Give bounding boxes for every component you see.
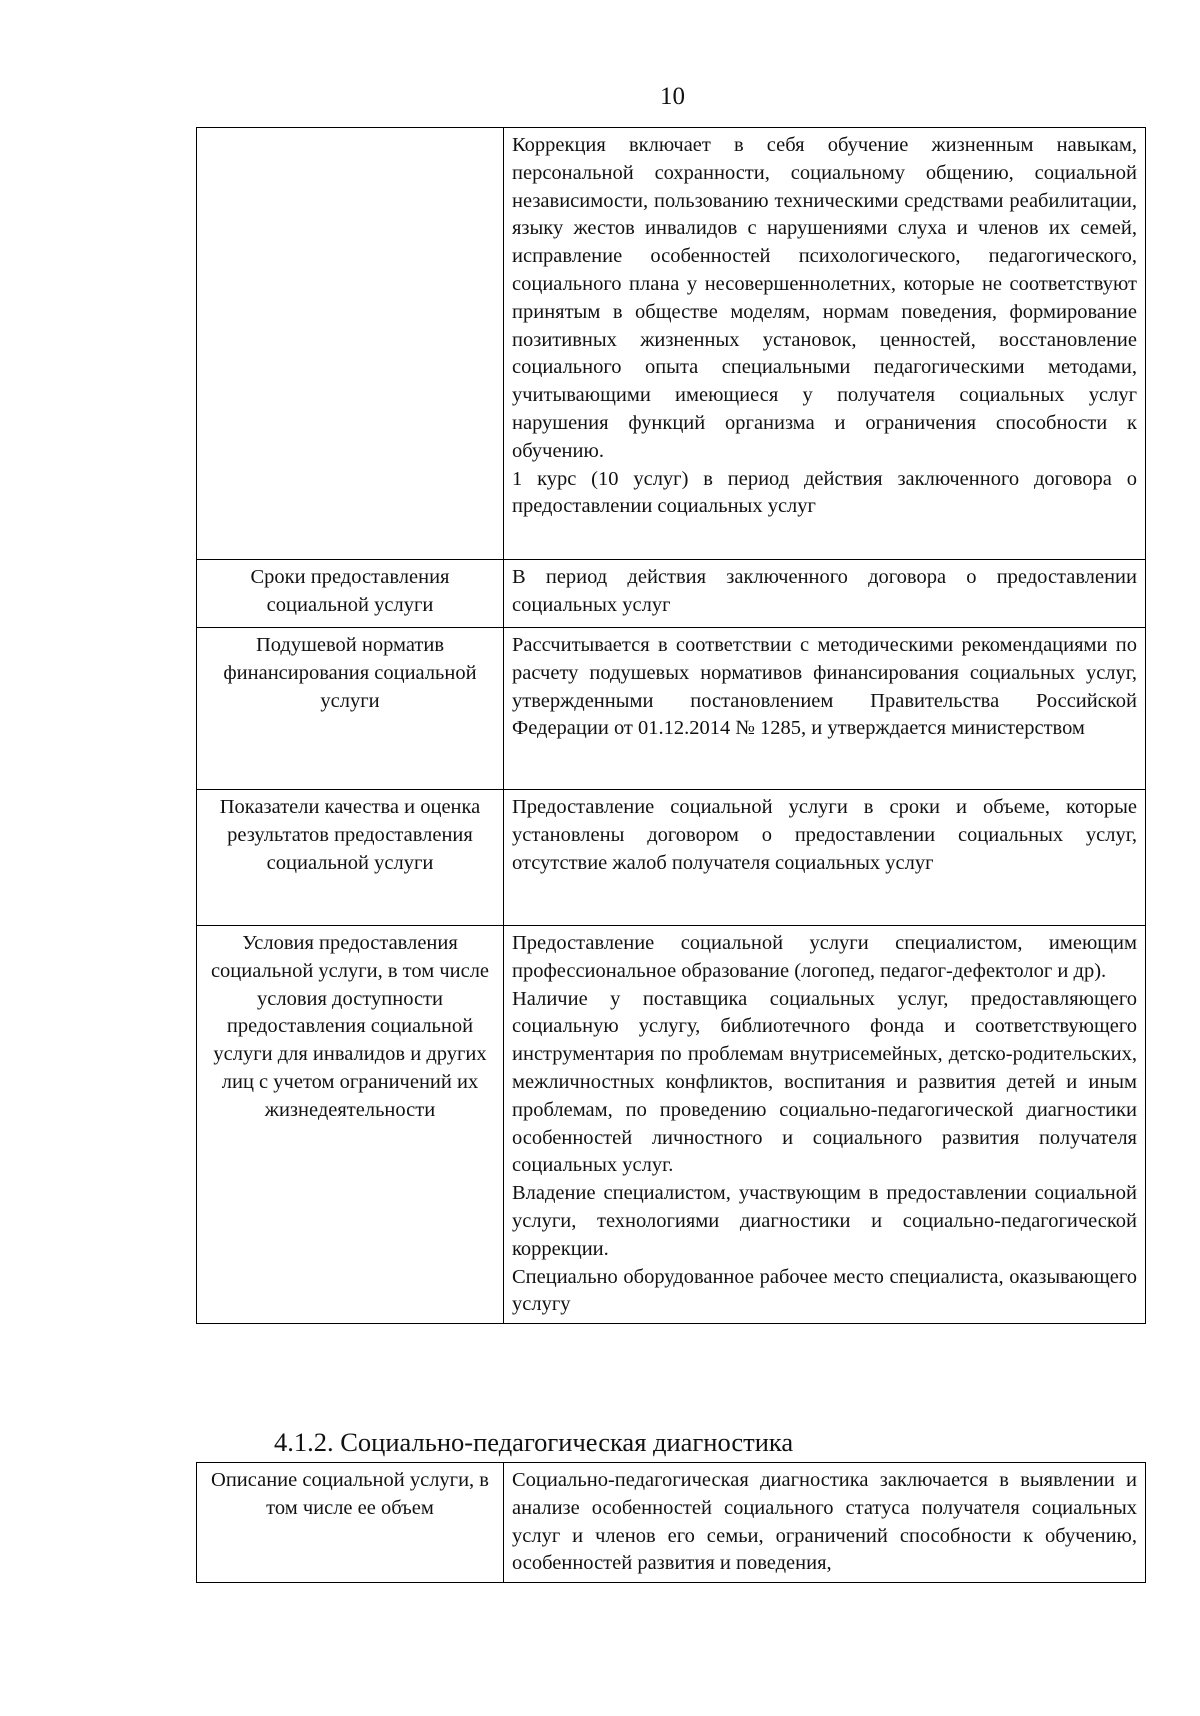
row-paragraph: Предоставление социальной услуги в сроки и объеме, которые установлены договором о предоставлении социальных услуг, отсутствие жалоб получателя социальных услуг [512,796,1137,874]
row-label [197,128,504,560]
row-value [504,628,1146,790]
page-number: 10 [660,83,685,110]
row-paragraph: Социально-педагогическая диагностика заключается в выявлении и анализе особенностей социального статуса получателя социальных услуг и членов его семьи, ограничений способности к обучению, особенностей развития и поведения, [512,1469,1137,1575]
table-row [197,926,1146,1324]
section-heading: 4.1.2. Социально-педагогическая диагностика [274,1427,794,1457]
row-value [504,790,1146,926]
row-paragraph: Наличие у поставщика социальных услуг, предоставляющего социальную услугу, библиотечного фонда и соответствующего инструментария по проблемам внутрисемейных, детско-родительских, межличностных конфликтов, воспитания и развития детей и иным проблемам, по проведению социально-педагогической диагностики особенностей личностного и социального развития получателя социальных услуг. [512,987,1137,1177]
row-label: Сроки предоставления социальной услуги [197,560,504,628]
table-row [197,560,1146,628]
row-label: Условия предоставления социальной услуги, в том числе условия доступности предоставления социальной услуги для инвалидов и других лиц с учетом ограничений их жизнедеятельности [197,926,504,1324]
row-paragraph: Предоставление социальной услуги специалистом, имеющим профессиональное образование (логопед, педагог-дефектолог и др). [512,932,1137,982]
table-row [197,1463,1146,1583]
row-value [504,128,1146,560]
row-label: Показатели качества и оценка результатов предоставления социальной услуги [197,790,504,926]
row-paragraph: 1 курс (10 услуг) в период действия заключенного договора о предоставлении социальных услуг [512,467,1137,518]
service-table-continued [196,1462,1146,1583]
row-paragraph: Владение специалистом, участвующим в предоставлении социальной услуги, технологиями диагностики и социально-педагогической коррекции. [512,1182,1137,1260]
row-label: Подушевой норматив финансирования социальной услуги [197,628,504,790]
row-value [504,926,1146,1324]
row-paragraph: Коррекция включает в себя обучение жизненным навыкам, персональной сохранности, социальному общению, социальной независимости, пользованию техническими средствами реабилитации, языку жестов инвалидов с нарушениями слуха и членов их семей, исправление особенностей психологического, педагогического, социального плана у несовершеннолетних, которые не соответствуют принятым в обществе моделям, нормам поведения, формирование позитивных жизненных установок, ценностей, восстановление социального опыта специальными педагогическими методами, учитывающими имеющиеся у получателя социальных услуг нарушения функций организма и ограничения способности к обучению. [512,134,1137,462]
table-row [197,128,1146,560]
row-value [504,560,1146,628]
row-paragraph: Специально оборудованное рабочее место специалиста, оказывающего услугу [512,1265,1137,1316]
table-row [197,628,1146,790]
service-table [196,127,1146,1324]
row-label: Описание социальной услуги, в том числе ее объем [197,1463,504,1583]
row-paragraph: В период действия заключенного договора о предоставлении социальных услуг [512,566,1137,616]
table-row [197,790,1146,926]
row-paragraph: Рассчитывается в соответствии с методическими рекомендациями по расчету подушевых нормативов финансирования социальных услуг, утвержденными постановлением Правительства Российской Федерации от 01.12.2014 № 1285, и утверждается министерством [512,634,1137,740]
row-value [504,1463,1146,1583]
